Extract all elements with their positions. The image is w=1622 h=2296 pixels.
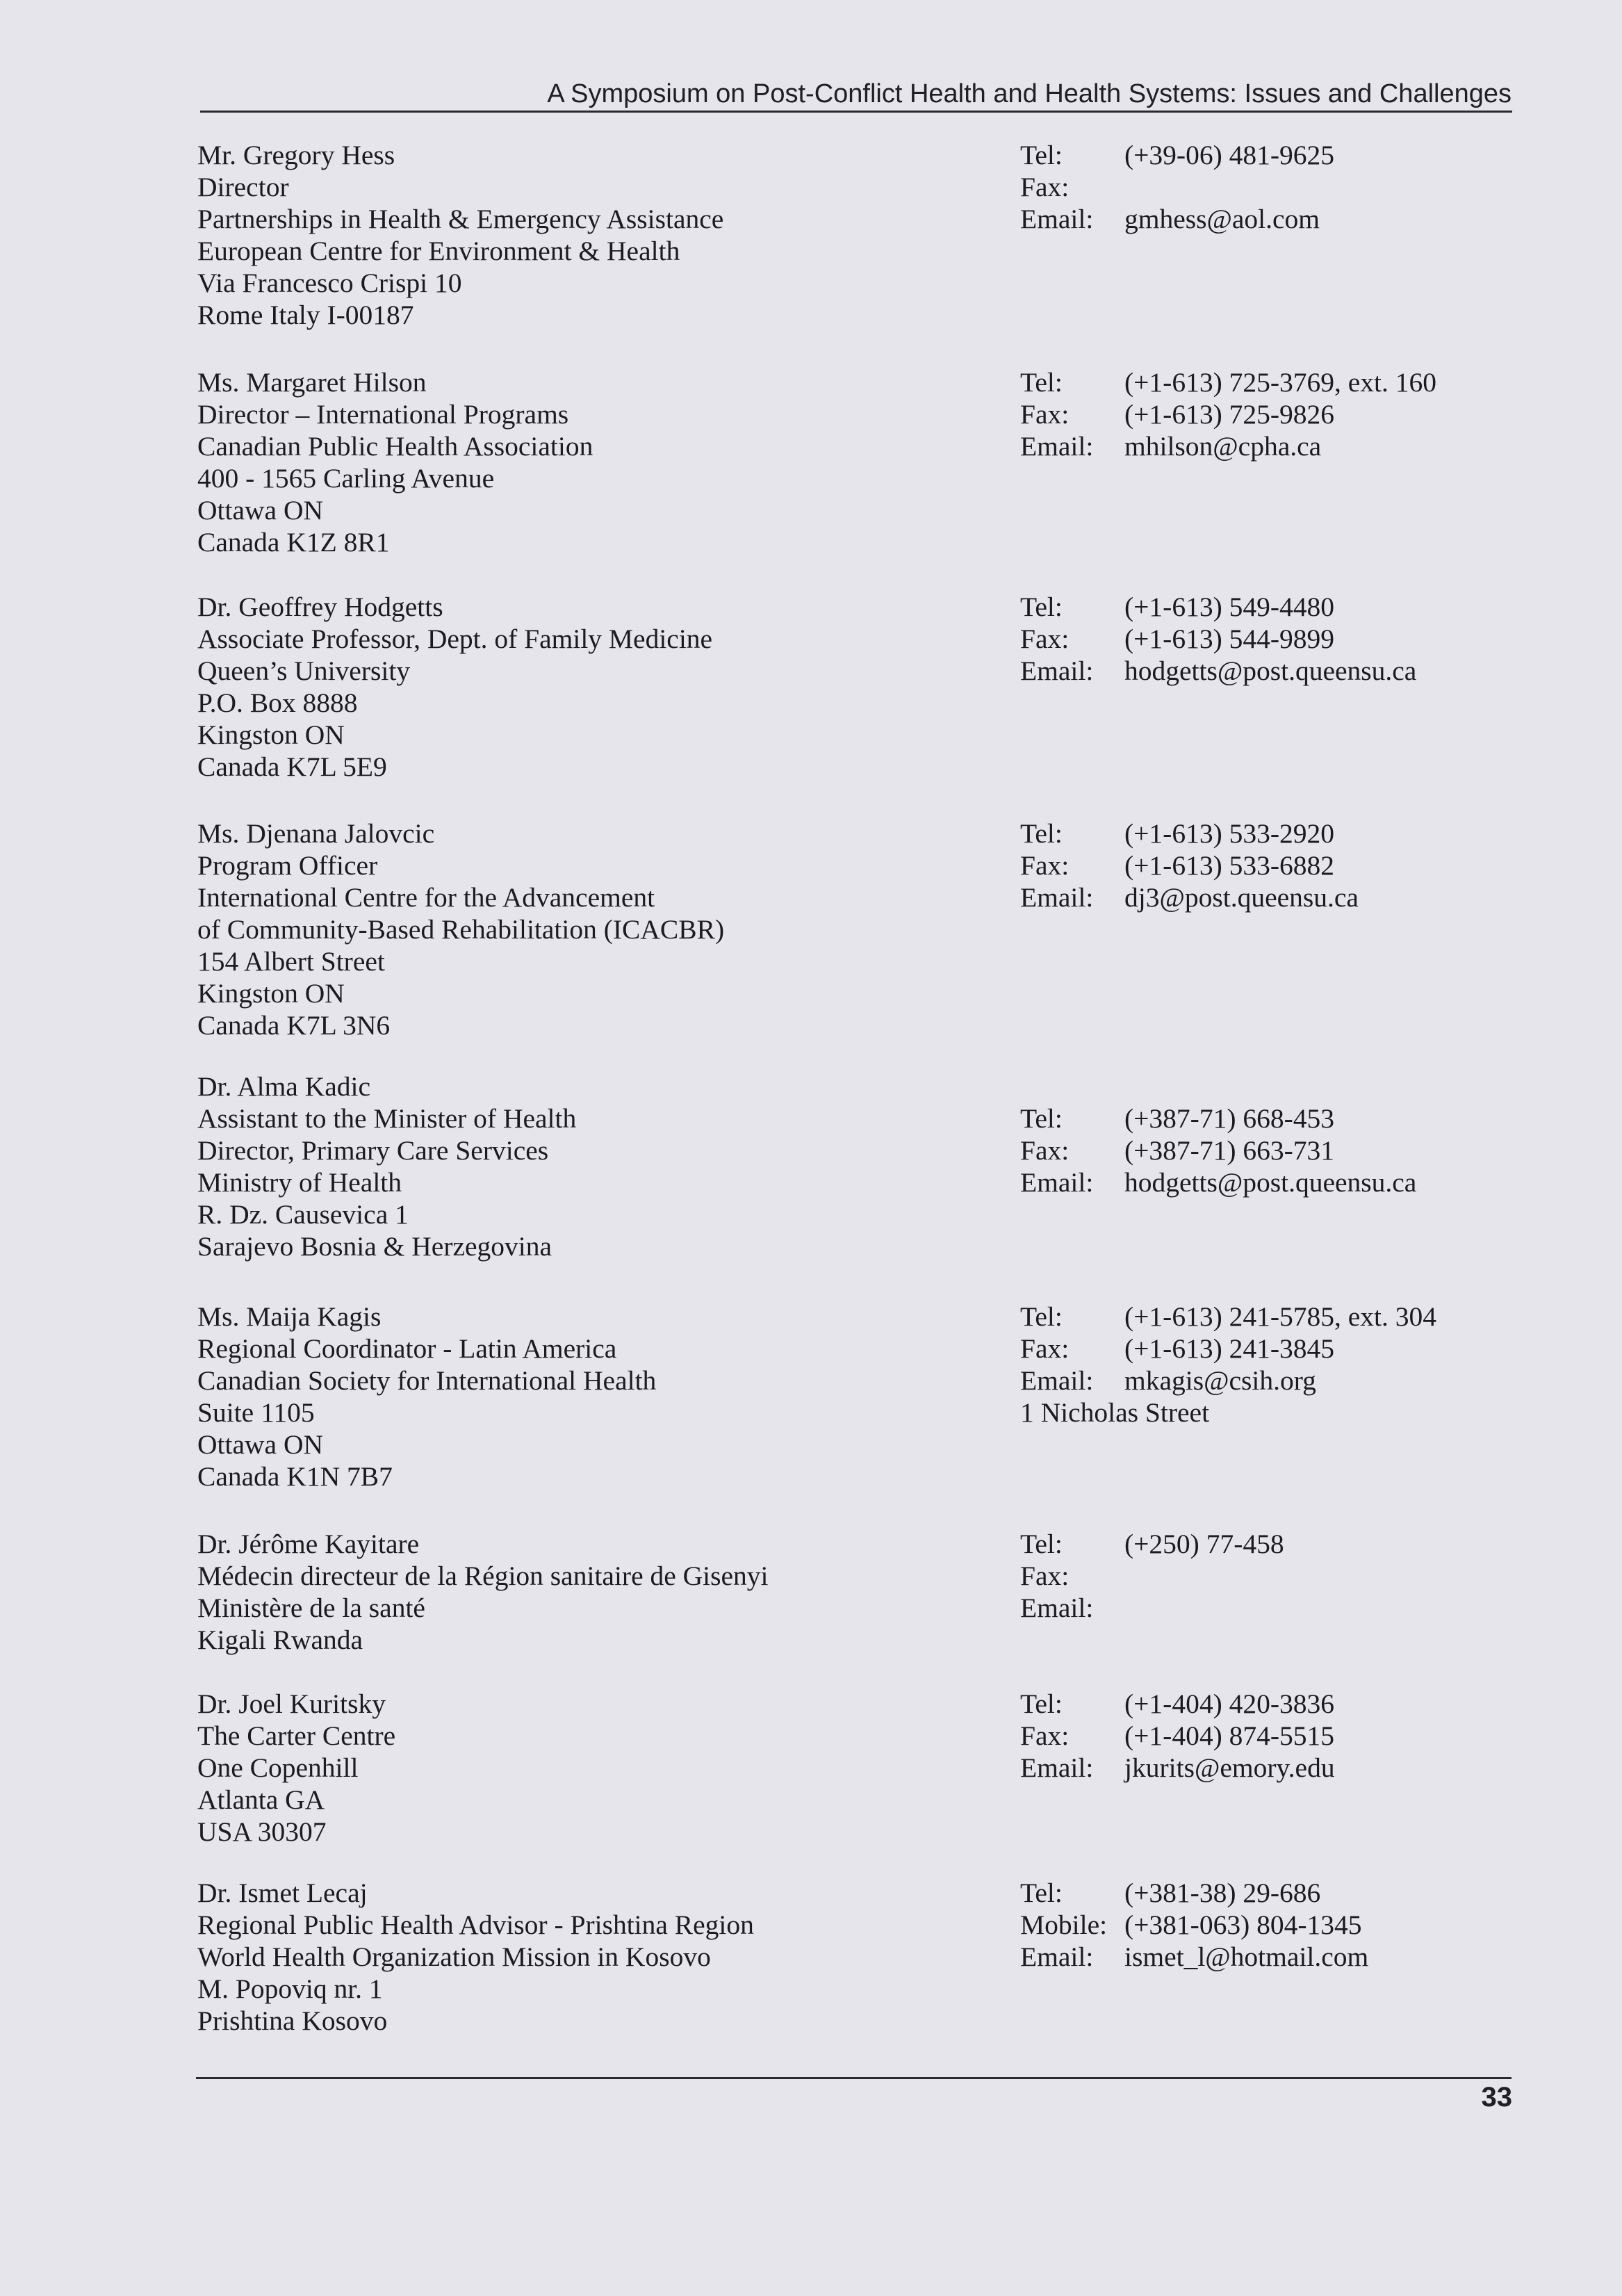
address-line: Director – International Programs xyxy=(197,399,569,430)
contact-extra-line: 1 Nicholas Street xyxy=(1020,1397,1210,1428)
contact-row xyxy=(1020,430,1521,462)
entry-contacts xyxy=(1020,591,1521,687)
page-number: 33 xyxy=(1481,2082,1512,2112)
contact-label: Fax: xyxy=(1020,1720,1070,1751)
email-value: gmhess@aol.com xyxy=(1124,204,1320,234)
phone-value: (+39-06) 481-9625 xyxy=(1124,140,1335,170)
contact-label: Email: xyxy=(1020,1167,1094,1198)
contact-row xyxy=(1020,366,1521,398)
address-line: Canada K7L 5E9 xyxy=(197,751,387,782)
address-line: Prishtina Kosovo xyxy=(197,2005,388,2036)
contact-row xyxy=(1020,398,1521,430)
contact-row xyxy=(1020,849,1521,881)
address-line: of Community-Based Rehabilitation (ICACBR) xyxy=(197,914,725,945)
contact-row xyxy=(1020,623,1521,655)
entry-name: Dr. Joel Kuritsky xyxy=(197,1688,386,1719)
entry-address xyxy=(197,591,997,783)
entry-address xyxy=(197,1301,997,1492)
contact-row xyxy=(1020,1909,1521,1941)
phone-value: (+387-71) 668-453 xyxy=(1124,1103,1335,1134)
entry-address xyxy=(197,1877,997,2037)
entry-name: Dr. Alma Kadic xyxy=(197,1071,371,1102)
contact-row xyxy=(1020,1301,1521,1333)
address-line: 400 - 1565 Carling Avenue xyxy=(197,463,495,494)
phone-value: (+1-613) 725-3769, ext. 160 xyxy=(1124,367,1437,398)
address-line: P.O. Box 8888 xyxy=(197,687,358,718)
entry-contacts xyxy=(1020,817,1521,913)
contact-label: Tel: xyxy=(1020,1301,1063,1332)
address-line: Canada K1Z 8R1 xyxy=(197,527,390,557)
address-line: Ottawa ON xyxy=(197,1429,323,1460)
contact-row xyxy=(1020,203,1521,235)
entry-address xyxy=(197,1688,997,1848)
address-line: Canada K7L 3N6 xyxy=(197,1010,391,1041)
contact-label: Tel: xyxy=(1020,1688,1063,1719)
phone-value: (+250) 77-458 xyxy=(1124,1529,1284,1559)
entry-address xyxy=(197,817,997,1041)
entry-name: Dr. Ismet Lecaj xyxy=(197,1878,368,1908)
contact-row xyxy=(1020,1102,1521,1134)
running-header-title: A Symposium on Post-Conflict Health and Health Systems: Issues and Challenges xyxy=(547,79,1512,108)
header-rule xyxy=(200,111,1512,113)
contact-label: Fax: xyxy=(1020,850,1070,881)
contact-label: Tel: xyxy=(1020,367,1063,398)
contact-label: Tel: xyxy=(1020,592,1063,622)
contact-label: Email: xyxy=(1020,1593,1094,1623)
contact-label: Email: xyxy=(1020,656,1094,686)
contact-label: Fax: xyxy=(1020,1333,1070,1364)
address-line: Director, Primary Care Services xyxy=(197,1135,549,1166)
entry-name: Ms. Djenana Jalovcic xyxy=(197,818,435,849)
contact-label: Email: xyxy=(1020,204,1094,234)
address-line: Queen’s University xyxy=(197,656,411,686)
address-line: Suite 1105 xyxy=(197,1397,315,1428)
contact-row xyxy=(1020,139,1521,171)
phone-value: (+1-613) 241-3845 xyxy=(1124,1333,1335,1364)
address-line: M. Popoviq nr. 1 xyxy=(197,1973,383,2004)
contact-row xyxy=(1020,1365,1521,1397)
address-line: Associate Professor, Dept. of Family Medicine xyxy=(197,624,713,654)
contact-label: Fax: xyxy=(1020,399,1070,430)
contact-label: Fax: xyxy=(1020,1561,1070,1591)
contact-label: Email: xyxy=(1020,431,1094,462)
address-line: Médecin directeur de la Région sanitaire de Gisenyi xyxy=(197,1561,769,1591)
contact-row xyxy=(1020,1166,1521,1198)
entry-address xyxy=(197,366,997,558)
contact-row xyxy=(1020,1941,1521,1973)
contact-label: Fax: xyxy=(1020,624,1070,654)
contact-label: Mobile: xyxy=(1020,1910,1108,1940)
address-line: Canada K1N 7B7 xyxy=(197,1461,393,1492)
phone-value: (+1-613) 544-9899 xyxy=(1124,624,1335,654)
address-line: Ministry of Health xyxy=(197,1167,402,1198)
phone-value: (+1-404) 874-5515 xyxy=(1124,1720,1335,1751)
phone-value: (+381-063) 804-1345 xyxy=(1124,1910,1362,1940)
contact-label: Email: xyxy=(1020,1365,1094,1396)
phone-value: (+1-613) 533-2920 xyxy=(1124,818,1335,849)
contact-label: Email: xyxy=(1020,1941,1094,1972)
contact-label: Tel: xyxy=(1020,1529,1063,1559)
contact-row xyxy=(1020,1333,1521,1365)
contact-row xyxy=(1020,1877,1521,1909)
entry-address xyxy=(197,1528,997,1656)
address-line: World Health Organization Mission in Kosovo xyxy=(197,1941,711,1972)
entry-contacts xyxy=(1020,1528,1521,1624)
phone-value: (+1-613) 241-5785, ext. 304 xyxy=(1124,1301,1437,1332)
phone-value: (+1-613) 533-6882 xyxy=(1124,850,1335,881)
email-value: ismet_l@hotmail.com xyxy=(1124,1941,1369,1972)
phone-value: (+1-404) 420-3836 xyxy=(1124,1688,1335,1719)
contact-row xyxy=(1020,1752,1521,1784)
address-line: R. Dz. Causevica 1 xyxy=(197,1199,409,1230)
contact-row xyxy=(1020,881,1521,913)
contact-row xyxy=(1020,1528,1521,1560)
phone-value: (+1-613) 725-9826 xyxy=(1124,399,1335,430)
contact-row xyxy=(1020,591,1521,623)
contact-row xyxy=(1020,1720,1521,1752)
address-line: Rome Italy I-00187 xyxy=(197,300,414,330)
contact-label: Fax: xyxy=(1020,1135,1070,1166)
contact-row xyxy=(1020,1592,1521,1624)
address-line: Kingston ON xyxy=(197,719,345,750)
email-value: mkagis@csih.org xyxy=(1124,1365,1316,1396)
address-line: Via Francesco Crispi 10 xyxy=(197,268,462,298)
contact-row xyxy=(1020,1134,1521,1166)
address-line: European Centre for Environment & Health xyxy=(197,236,680,266)
entry-name: Ms. Maija Kagis xyxy=(197,1301,382,1332)
address-line: One Copenhill xyxy=(197,1752,359,1783)
contact-row xyxy=(1020,1688,1521,1720)
entry-contacts xyxy=(1020,1301,1521,1428)
address-line: Partnerships in Health & Emergency Assistance xyxy=(197,204,724,234)
email-value: hodgetts@post.queensu.ca xyxy=(1124,1167,1417,1198)
address-line: Ottawa ON xyxy=(197,495,323,526)
entry-name: Dr. Jérôme Kayitare xyxy=(197,1529,420,1559)
contact-label: Tel: xyxy=(1020,140,1063,170)
email-value: dj3@post.queensu.ca xyxy=(1124,882,1359,913)
entry-contacts xyxy=(1020,1877,1521,1973)
contact-row xyxy=(1020,817,1521,849)
address-line: Atlanta GA xyxy=(197,1784,325,1815)
address-line: Ministère de la santé xyxy=(197,1593,425,1623)
phone-value: (+1-613) 549-4480 xyxy=(1124,592,1335,622)
address-line: Canadian Society for International Health xyxy=(197,1365,657,1396)
entry-name: Ms. Margaret Hilson xyxy=(197,367,427,398)
contact-label: Tel: xyxy=(1020,1878,1063,1908)
address-line: The Carter Centre xyxy=(197,1720,396,1751)
address-line: Sarajevo Bosnia & Herzegovina xyxy=(197,1231,552,1262)
address-line: USA 30307 xyxy=(197,1816,327,1847)
contact-row xyxy=(1020,655,1521,687)
address-line: Kigali Rwanda xyxy=(197,1625,363,1655)
address-line: Director xyxy=(197,172,289,202)
entry-name: Dr. Geoffrey Hodgetts xyxy=(197,592,443,622)
entry-address xyxy=(197,1070,997,1262)
contact-label: Fax: xyxy=(1020,172,1070,202)
entry-contacts xyxy=(1020,1102,1521,1198)
email-value: hodgetts@post.queensu.ca xyxy=(1124,656,1417,686)
phone-value: (+381-38) 29-686 xyxy=(1124,1878,1321,1908)
entry-contacts xyxy=(1020,139,1521,235)
email-value: jkurits@emory.edu xyxy=(1124,1752,1335,1783)
address-line: Kingston ON xyxy=(197,978,345,1009)
address-line: International Centre for the Advancement xyxy=(197,882,655,913)
address-line: Regional Public Health Advisor - Prishtina Region xyxy=(197,1910,754,1940)
contact-label: Tel: xyxy=(1020,818,1063,849)
address-line: Canadian Public Health Association xyxy=(197,431,593,462)
contact-label: Email: xyxy=(1020,1752,1094,1783)
email-value: mhilson@cpha.ca xyxy=(1124,431,1322,462)
address-line: 154 Albert Street xyxy=(197,946,385,977)
address-line: Assistant to the Minister of Health xyxy=(197,1103,577,1134)
contact-row xyxy=(1020,171,1521,203)
address-line: Program Officer xyxy=(197,850,378,881)
phone-value: (+387-71) 663-731 xyxy=(1124,1135,1335,1166)
footer-rule xyxy=(196,2077,1512,2079)
entry-contacts xyxy=(1020,1688,1521,1784)
entry-contacts xyxy=(1020,366,1521,462)
address-line: Regional Coordinator - Latin America xyxy=(197,1333,617,1364)
entry-name: Mr. Gregory Hess xyxy=(197,140,395,170)
entry-address xyxy=(197,139,997,331)
contact-label: Email: xyxy=(1020,882,1094,913)
contact-row xyxy=(1020,1560,1521,1592)
contact-label: Tel: xyxy=(1020,1103,1063,1134)
